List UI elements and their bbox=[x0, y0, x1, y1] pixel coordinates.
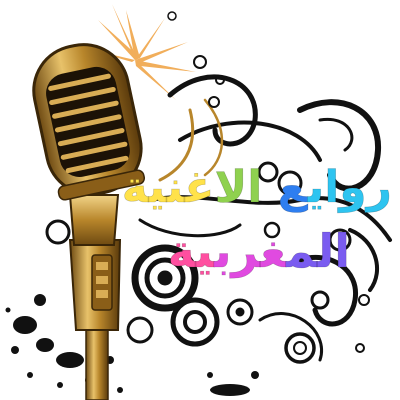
title-line-2 bbox=[167, 224, 350, 278]
title-line-1-seg-1: رواي bbox=[307, 162, 392, 213]
title-line-2-seg-2: غرب bbox=[214, 224, 287, 278]
title-line-1-seg-2: ع bbox=[262, 162, 308, 213]
title-line-1-seg-3: الا bbox=[214, 162, 263, 213]
title-line-1 bbox=[121, 162, 392, 213]
ink-splatter bbox=[6, 294, 260, 396]
title-line-1-seg-4: غنية bbox=[121, 162, 215, 213]
title-line-2-seg-1: الم bbox=[286, 224, 350, 278]
title-arabic bbox=[120, 160, 400, 290]
title-line-2-seg-3: ية bbox=[167, 224, 215, 278]
